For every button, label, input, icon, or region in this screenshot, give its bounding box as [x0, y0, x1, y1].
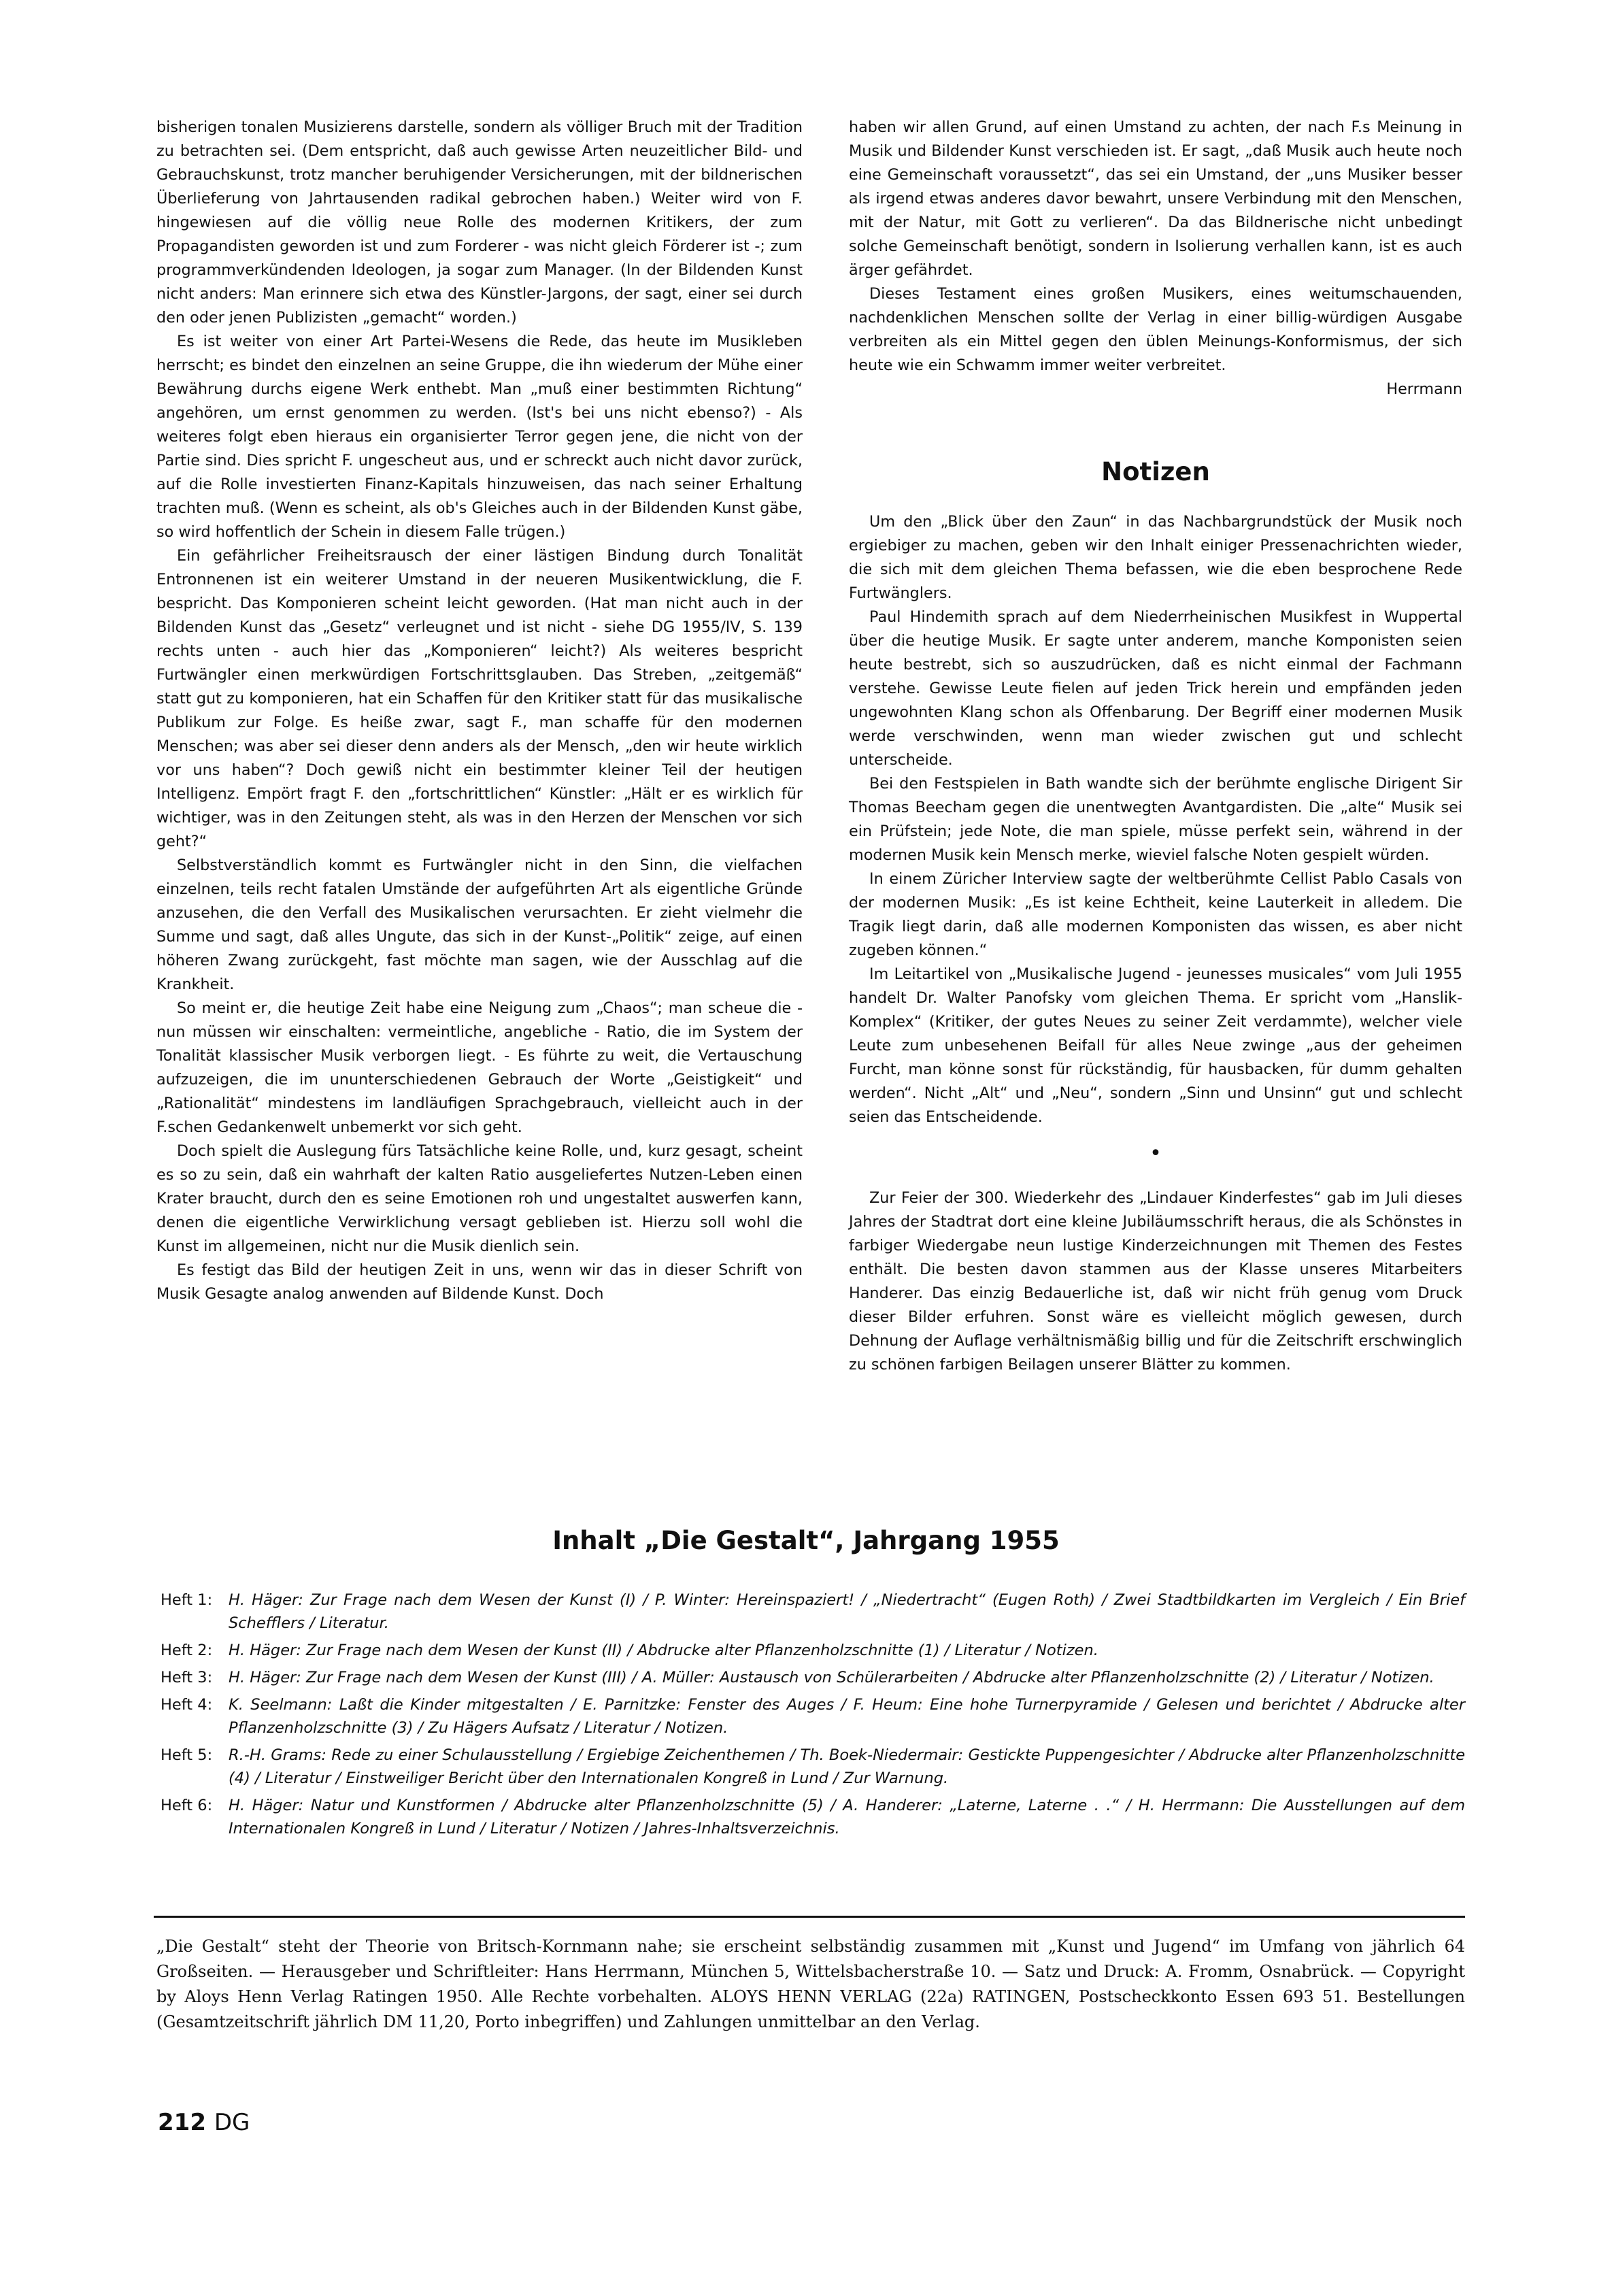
right-paragraph-2: Dieses Testament eines großen Musikers, eines weitumschauenden, nachdenklichen Menschen sollte der Verlag in einer billig-würdigen Ausgabe verbreiten als ein Mittel gegen den üblen Meinungs-Konformismus, der sich heute wie ein Schwamm immer weiter verbreitet.	[849, 285, 1462, 374]
inhalt-heading: Inhalt „Die Gestalt“, Jahrgang 1955	[552, 1526, 1060, 1555]
page-footer	[158, 2109, 250, 2136]
toc-row-heft-3	[161, 1666, 1465, 1689]
left-paragraph-2: Es ist weiter von einer Art Partei-Wesens die Rede, das heute im Musikleben herrscht; es bindet den einzelnen an seine Gruppe, die ihn wiederum der Mühe einer Bewährung durchs eigene Werk enthebt. Man „muß einer bestimmten Richtung“ angehören, um ernst genommen zu werden. (Ist's bei uns nicht ebenso?) - Als weiteres folgt eben hieraus ein organisierter Terror gegen jene, die nicht von der Partie sind. Dies spricht F. ungescheut aus, und er schreckt auch nicht davor zurück, auf die Rolle investierten Finanz-Kapitals hinzuweisen, das nach seiner Erhaltung trachten muß. (Wenn es scheint, als ob's Gleiches auch in der Bildenden Kunst gäbe, so wird hoffentlich der Schein in diesem Falle trügen.)	[156, 333, 803, 541]
left-paragraph-5: So meint er, die heutige Zeit habe eine Neigung zum „Chaos“; man scheue die - nun müssen wir einschalten: vermeintliche, angebliche - Ratio, die im System der Tonalität klassischer Musik verborgen liegt. - Es führte zu weit, die Vertauschung aufzuzeigen, die im ununterschiedenen Gebrauch der Worte „Geistigkeit“ und „Rationalität“ mindestens im landläufigen Sprachgebrauch, vielleicht auch in der F.schen Gedankenwelt unbemerkt vor sich geht.	[156, 999, 803, 1136]
toc-text: R.-H. Grams: Rede zu einer Schulausstellung / Ergiebige Zeichenthemen / Th. Boek-Niedermair: Gestickte Puppengesichter / Abdrucke alter Pflanzenholzschnitte (4) / Literatur / Einstweiliger Bericht über den Internationalen Kongreß in Lund / Zur Warnung.	[229, 1746, 1465, 1787]
toc-text: H. Häger: Zur Frage nach dem Wesen der Kunst (II) / Abdrucke alter Pflanzenholzschnitte (1) / Literatur / Notizen.	[229, 1642, 1098, 1659]
left-paragraph-6: Doch spielt die Auslegung fürs Tatsächliche keine Rolle, und, kurz gesagt, scheint es so zu sein, daß ein wahrhaft der kalten Ratio ausgeliefertes Nutzen-Leben einen Krater braucht, durch den es seine Emotionen roh und ungestaltet auswerfen kann, denen die eigentliche Verwirklichung versagt geblieben ist. Hierzu soll wohl die Kunst im allgemeinen, nicht nur die Musik dienlich sein.	[156, 1142, 803, 1255]
right-paragraph-1: haben wir allen Grund, auf einen Umstand zu achten, der nach F.s Meinung in Musik und Bildender Kunst verschieden ist. Er sagt, „daß Musik auch heute noch eine Gemeinschaft voraussetzt“, das sei ein Umstand, der „uns Musiker besser als irgend etwas anderes davor bewahrt, unsere Verbindung mit den Menschen, mit der Natur, mit Gott zu verlieren“. Da das Bildnerische nicht unbedingt solche Gemeinschaft benötigt, sondern in Isolierung verhallen kann, ist es auch ärger gefährdet.	[849, 118, 1462, 279]
toc-label: Heft 3:	[161, 1669, 213, 1686]
notizen-heading: Notizen	[1101, 457, 1210, 486]
toc-row-heft-1	[161, 1588, 1465, 1635]
toc-label: Heft 6:	[161, 1797, 213, 1814]
journal-abbreviation: DG	[214, 2109, 250, 2136]
left-column	[156, 116, 803, 1306]
section-separator: •	[1149, 1142, 1162, 1165]
left-paragraph-1: bisherigen tonalen Musizierens darstelle, sondern als völliger Bruch mit der Tradition zu betrachten sei. (Dem entspricht, daß auch gewisse Arten neuzeitlicher Bild- und Gebrauchskunst, trotz mancher beruhigender Versicherungen, mit der bildnerischen Überlieferung von Jahrtausenden radikal gebrochen haben.) Weiter wird von F. hingewiesen auf die völlig neue Rolle des modernen Kritikers, der zum Propagandisten geworden ist und zum Forderer - was nicht gleich Förderer ist -; zum programmverkündenden Ideologen, ja sogar zum Manager. (In der Bildenden Kunst nicht anders: Man erinnere sich etwa des Künstler-Jargons, der sagt, einer sei durch den oder jenen Publizisten „gemacht“ worden.)	[156, 118, 803, 327]
page-number: 212	[158, 2109, 206, 2136]
toc-text: H. Häger: Zur Frage nach dem Wesen der Kunst (I) / P. Winter: Hereinspaziert! / „Niedertracht“ (Eugen Roth) / Zwei Stadtbildkarten im Vergleich / Ein Brief Schefflers / Literatur.	[229, 1591, 1465, 1632]
toc-row-heft-2	[161, 1639, 1465, 1662]
left-paragraph-7: Es festigt das Bild der heutigen Zeit in uns, wenn wir das in dieser Schrift von Musik Gesagte analog anwenden auf Bildende Kunst. Doch	[156, 1261, 803, 1303]
toc-text: H. Häger: Zur Frage nach dem Wesen der Kunst (III) / A. Müller: Austausch von Schülerarbeiten / Abdrucke alter Pflanzenholzschnitte (2) / Literatur / Notizen.	[229, 1669, 1434, 1686]
notizen-paragraph-3: Bei den Festspielen in Bath wandte sich der berühmte englische Dirigent Sir Thomas Beecham gegen die unentwegten Avantgardisten. Die „alte“ Musik sei ein Prüfstein; jede Note, die man spiele, müsse perfekt sein, während in der modernen Musik kein Mensch merke, wieviel falsche Noten gespielt würden.	[849, 775, 1462, 864]
notizen-paragraph-2: Paul Hindemith sprach auf dem Niederrheinischen Musikfest in Wuppertal über die heutige Musik. Er sagte unter anderem, manche Komponisten seien heute bestrebt, sich so auszudrücken, daß es nicht einmal der Fachmann verstehe. Gewisse Leute fielen auf jeden Trick herein und empfänden jeden ungewohnten Klang schon als Offenbarung. Der Begriff einer modernen Musik werde verschwinden, wenn man wieder zwischen gut und schlecht unterscheide.	[849, 608, 1462, 769]
toc-text: H. Häger: Natur und Kunstformen / Abdrucke alter Pflanzenholzschnitte (5) / A. Handerer: „Laterne, Laterne . .“ / H. Herrmann: Die Ausstellungen auf dem Internationalen Kongreß in Lund / Literatur / Notizen / Jahres-Inhaltsverzeichnis.	[229, 1797, 1465, 1837]
notizen-paragraph-1: Um den „Blick über den Zaun“ in das Nachbargrundstück der Musik noch ergiebiger zu machen, geben wir den Inhalt einiger Pressenachrichten wieder, die sich mit dem gleichen Thema befassen, wie die eben besprochene Rede Furtwänglers.	[849, 513, 1462, 602]
toc-row-heft-4	[161, 1693, 1465, 1740]
horizontal-rule	[154, 1916, 1465, 1918]
toc-row-heft-6	[161, 1794, 1465, 1840]
toc-label: Heft 2:	[161, 1642, 213, 1659]
lindau-paragraph: Zur Feier der 300. Wiederkehr des „Lindauer Kinderfestes“ gab im Juli dieses Jahres der Stadtrat dort eine kleine Jubiläumsschrift heraus, die als Schönstes in farbiger Wiedergabe neun lustige Kinderzeichnungen mit Themen des Festes enthält. Die besten davon stammen aus der Klasse unseres Mitarbeiters Handerer. Das einzig Bedauerliche ist, daß wir nicht früh genug vom Druck dieser Bilder erfuhren. Sonst wäre es vielleicht möglich gewesen, durch Dehnung der Auflage verhältnismäßig billig und für die Zeitschrift erschwinglich zu schönen farbigen Beilagen unserer Blätter zu kommen.	[849, 1189, 1462, 1374]
author-signature: Herrmann	[1386, 380, 1462, 398]
notizen-paragraph-4: In einem Züricher Interview sagte der weltberühmte Cellist Pablo Casals von der modernen Musik: „Es ist keine Echtheit, keine Lauterkeit in alledem. Die Tragik liegt darin, daß alle modernen Komponisten das wissen, es aber nicht zugeben können.“	[849, 870, 1462, 959]
left-paragraph-4: Selbstverständlich kommt es Furtwängler nicht in den Sinn, die vielfachen einzelnen, teils recht fatalen Umstände der aufgeführten Art als eigentliche Gründe anzusehen, die den Verfall des Musikalischen verursachten. Er zieht vielmehr die Summe und sagt, daß alles Ungute, das sich in der Kunst-„Politik“ zeige, auf einen höheren Zwang zurückgeht, fast möchte man sagen, wie der Ausschlag auf die Krankheit.	[156, 856, 803, 993]
toc-row-heft-5	[161, 1744, 1465, 1790]
toc-label: Heft 5:	[161, 1746, 213, 1764]
notizen-paragraph-5: Im Leitartikel von „Musikalische Jugend - jeunesses musicales“ vom Juli 1955 handelt Dr. Walter Panofsky vom gleichen Thema. Er spricht vom „Hanslik-Komplex“ (Kritiker, der gutes Neues zu seiner Zeit verdammte), welcher viele Leute zum unbesehenen Beifall für alles Neue zwinge „aus der geheimen Furcht, man könne sonst für rückständig, für hausbacken, für dumm gehalten werden“. Nicht „Alt“ und „Neu“, sondern „Sinn und Unsinn“ gut und schlecht seien das Entscheidende.	[849, 965, 1462, 1126]
right-column	[849, 116, 1462, 1377]
toc-text: K. Seelmann: Laßt die Kinder mitgestalten / E. Parnitzke: Fenster des Auges / F. Heum: Eine hohe Turnerpyramide / Gelesen und berichtet / Abdrucke alter Pflanzenholzschnitte (3) / Zu Hägers Aufsatz / Literatur / Notizen.	[229, 1696, 1465, 1737]
left-paragraph-3: Ein gefährlicher Freiheitsrausch der einer lästigen Bindung durch Tonalität Entronnenen ist ein weiterer Umstand in der neueren Musikentwicklung, die F. bespricht. Das Komponieren scheint leicht geworden. (Hat man nicht auch in der Bildenden Kunst das „Gesetz“ verleugnet und ist nicht - siehe DG 1955/IV, S. 139 rechts unten - auch hier das „Komponieren“ leicht?) Als weiteres bespricht Furtwängler einen merkwürdigen Fortschrittsglauben. Das Streben, „zeitgemäß“ statt gut zu komponieren, hat ein Schaffen für den Kritiker statt für das musikalische Publikum zur Folge. Es heiße zwar, sagt F., man schaffe für den modernen Menschen; was aber sei dieser denn anders als der Mensch, „den wir heute wirklich vor uns haben“? Doch gewiß nicht ein bestimmter kleiner Teil der heutigen Intelligenz. Empört fragt F. den „fortschrittlichen“ Künstler: „Hält er es wirklich für wichtiger, was in den Zeitungen steht, als was in den Herzen der Menschen vor sich geht?“	[156, 547, 803, 850]
table-of-contents	[161, 1588, 1465, 1844]
imprint: „Die Gestalt“ steht der Theorie von Britsch-Kornmann nahe; sie erscheint selbständig zusammen mit „Kunst und Jugend“ im Umfang von jährlich 64 Großseiten. — Herausgeber und Schriftleiter: Hans Herrmann, München 5, Wittelsbacherstraße 10. — Satz und Druck: A. Fromm, Osnabrück. — Copyright by Aloys Henn Verlag Ratingen 1950. Alle Rechte vorbehalten. ALOYS HENN VERLAG (22a) RATINGEN, Postscheckkonto Essen 693 51. Bestellungen (Gesamtzeitschrift jährlich DM 11,20, Porto inbegriffen) und Zahlungen unmittelbar an den Verlag.	[156, 1937, 1465, 2031]
toc-label: Heft 1:	[161, 1591, 213, 1609]
toc-label: Heft 4:	[161, 1696, 213, 1714]
